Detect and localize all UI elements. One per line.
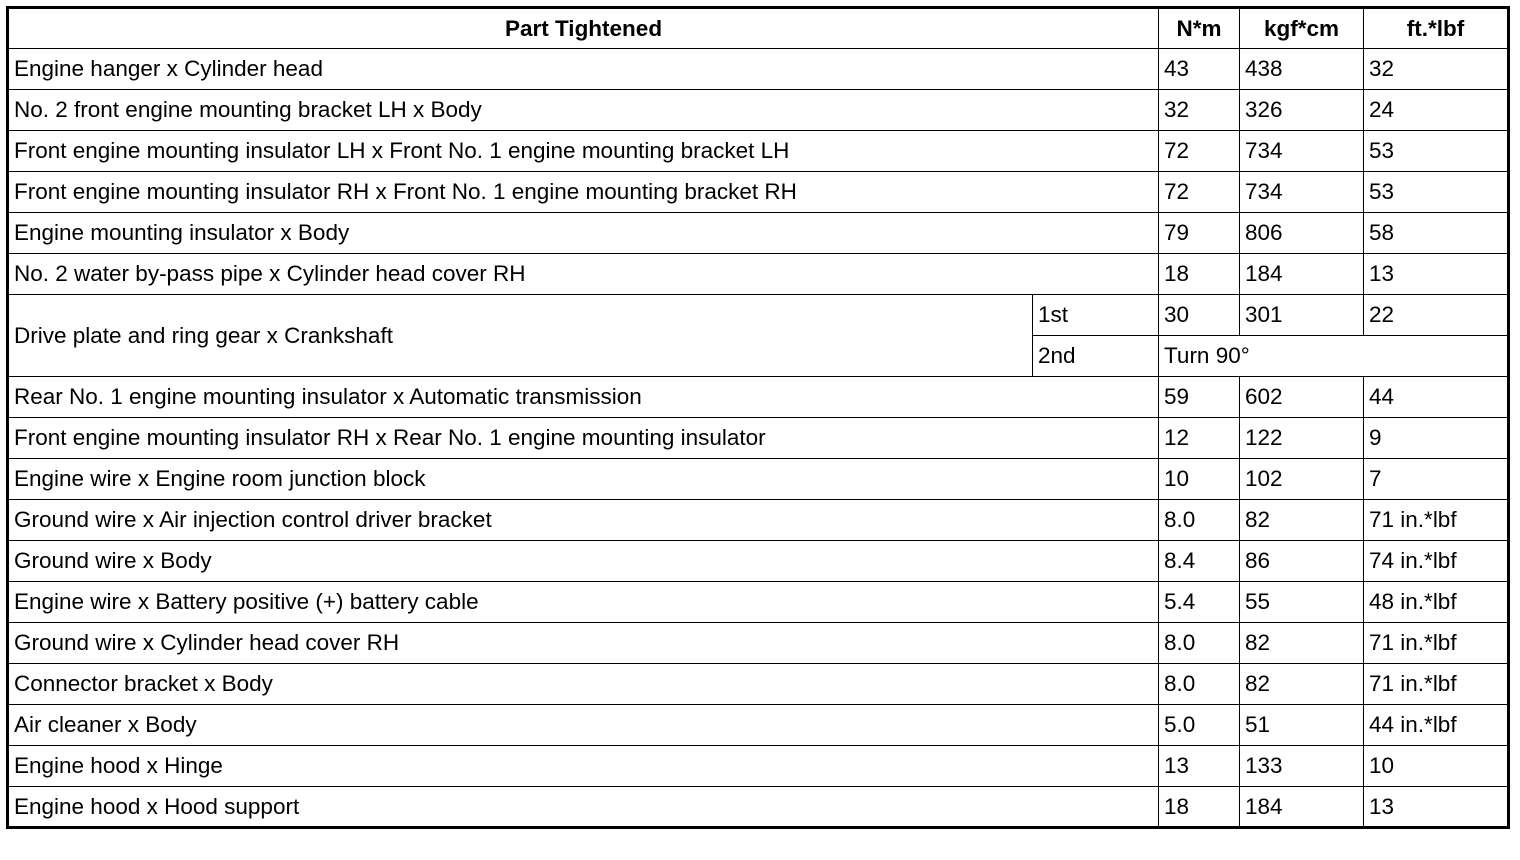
table-row: [8, 213, 1509, 254]
kgf-cm-cell: 82: [1240, 623, 1364, 664]
header-nm: N*m: [1159, 8, 1240, 49]
kgf-cm-cell: 438: [1240, 49, 1364, 90]
ft-lbf-cell: 53: [1364, 172, 1509, 213]
nm-cell: 72: [1159, 172, 1240, 213]
part-cell: No. 2 front engine mounting bracket LH x Body: [8, 90, 1159, 131]
ft-lbf-cell: 71 in.*lbf: [1364, 664, 1509, 705]
part-cell: Front engine mounting insulator LH x Front No. 1 engine mounting bracket LH: [8, 131, 1159, 172]
kgf-cm-cell: 122: [1240, 418, 1364, 459]
part-cell: Rear No. 1 engine mounting insulator x Automatic transmission: [8, 377, 1159, 418]
ft-lbf-cell: 58: [1364, 213, 1509, 254]
table-row-split-first: [8, 295, 1509, 336]
part-cell: Ground wire x Air injection control driver bracket: [8, 500, 1159, 541]
kgf-cm-cell: 86: [1240, 541, 1364, 582]
part-cell: Front engine mounting insulator RH x Rear No. 1 engine mounting insulator: [8, 418, 1159, 459]
kgf-cm-cell: 82: [1240, 664, 1364, 705]
table-row: [8, 541, 1509, 582]
ft-lbf-cell: 7: [1364, 459, 1509, 500]
ft-lbf-cell: 53: [1364, 131, 1509, 172]
kgf-cm-cell: 51: [1240, 705, 1364, 746]
table-row: [8, 787, 1509, 828]
kgf-cm-cell: 326: [1240, 90, 1364, 131]
table-row: [8, 705, 1509, 746]
ft-lbf-cell: 44: [1364, 377, 1509, 418]
part-cell: Engine wire x Engine room junction block: [8, 459, 1159, 500]
kgf-cm-cell: 301: [1240, 295, 1364, 336]
part-cell: Connector bracket x Body: [8, 664, 1159, 705]
kgf-cm-cell: 602: [1240, 377, 1364, 418]
table-row: [8, 254, 1509, 295]
header-part-tightened: Part Tightened: [8, 8, 1159, 49]
nm-cell: 5.0: [1159, 705, 1240, 746]
kgf-cm-cell: 734: [1240, 131, 1364, 172]
part-cell: No. 2 water by-pass pipe x Cylinder head cover RH: [8, 254, 1159, 295]
part-cell: Drive plate and ring gear x Crankshaft: [8, 295, 1033, 377]
header-row: [8, 8, 1509, 49]
ft-lbf-cell: 9: [1364, 418, 1509, 459]
table-row: [8, 623, 1509, 664]
step-cell: 2nd: [1033, 336, 1159, 377]
part-cell: Engine hood x Hood support: [8, 787, 1159, 828]
nm-cell: 13: [1159, 746, 1240, 787]
nm-cell: 8.4: [1159, 541, 1240, 582]
turn-angle-cell: Turn 90°: [1159, 336, 1509, 377]
table-body: [8, 49, 1509, 828]
header-kgf-cm: kgf*cm: [1240, 8, 1364, 49]
table-row: [8, 582, 1509, 623]
ft-lbf-cell: 71 in.*lbf: [1364, 500, 1509, 541]
table-row: [8, 500, 1509, 541]
nm-cell: 18: [1159, 254, 1240, 295]
ft-lbf-cell: 71 in.*lbf: [1364, 623, 1509, 664]
part-cell: Engine hood x Hinge: [8, 746, 1159, 787]
nm-cell: 72: [1159, 131, 1240, 172]
table-row: [8, 377, 1509, 418]
kgf-cm-cell: 55: [1240, 582, 1364, 623]
table-row: [8, 131, 1509, 172]
nm-cell: 59: [1159, 377, 1240, 418]
nm-cell: 8.0: [1159, 500, 1240, 541]
table-row: [8, 459, 1509, 500]
part-cell: Front engine mounting insulator RH x Front No. 1 engine mounting bracket RH: [8, 172, 1159, 213]
table-row: [8, 746, 1509, 787]
nm-cell: 5.4: [1159, 582, 1240, 623]
nm-cell: 32: [1159, 90, 1240, 131]
part-cell: Ground wire x Body: [8, 541, 1159, 582]
part-cell: Air cleaner x Body: [8, 705, 1159, 746]
ft-lbf-cell: 10: [1364, 746, 1509, 787]
nm-cell: 10: [1159, 459, 1240, 500]
nm-cell: 8.0: [1159, 623, 1240, 664]
part-cell: Engine wire x Battery positive (+) battery cable: [8, 582, 1159, 623]
table-row: [8, 664, 1509, 705]
ft-lbf-cell: 74 in.*lbf: [1364, 541, 1509, 582]
part-cell: Engine mounting insulator x Body: [8, 213, 1159, 254]
table-row: [8, 418, 1509, 459]
ft-lbf-cell: 13: [1364, 787, 1509, 828]
nm-cell: 18: [1159, 787, 1240, 828]
kgf-cm-cell: 82: [1240, 500, 1364, 541]
ft-lbf-cell: 32: [1364, 49, 1509, 90]
kgf-cm-cell: 133: [1240, 746, 1364, 787]
nm-cell: 8.0: [1159, 664, 1240, 705]
part-cell: Engine hanger x Cylinder head: [8, 49, 1159, 90]
ft-lbf-cell: 48 in.*lbf: [1364, 582, 1509, 623]
kgf-cm-cell: 806: [1240, 213, 1364, 254]
kgf-cm-cell: 102: [1240, 459, 1364, 500]
ft-lbf-cell: 13: [1364, 254, 1509, 295]
kgf-cm-cell: 184: [1240, 787, 1364, 828]
ft-lbf-cell: 24: [1364, 90, 1509, 131]
nm-cell: 12: [1159, 418, 1240, 459]
torque-specification-table: [6, 6, 1510, 829]
step-cell: 1st: [1033, 295, 1159, 336]
table-row: [8, 172, 1509, 213]
table-row: [8, 49, 1509, 90]
kgf-cm-cell: 184: [1240, 254, 1364, 295]
kgf-cm-cell: 734: [1240, 172, 1364, 213]
part-cell: Ground wire x Cylinder head cover RH: [8, 623, 1159, 664]
ft-lbf-cell: 22: [1364, 295, 1509, 336]
nm-cell: 79: [1159, 213, 1240, 254]
ft-lbf-cell: 44 in.*lbf: [1364, 705, 1509, 746]
table-row: [8, 90, 1509, 131]
nm-cell: 43: [1159, 49, 1240, 90]
nm-cell: 30: [1159, 295, 1240, 336]
header-ft-lbf: ft.*lbf: [1364, 8, 1509, 49]
